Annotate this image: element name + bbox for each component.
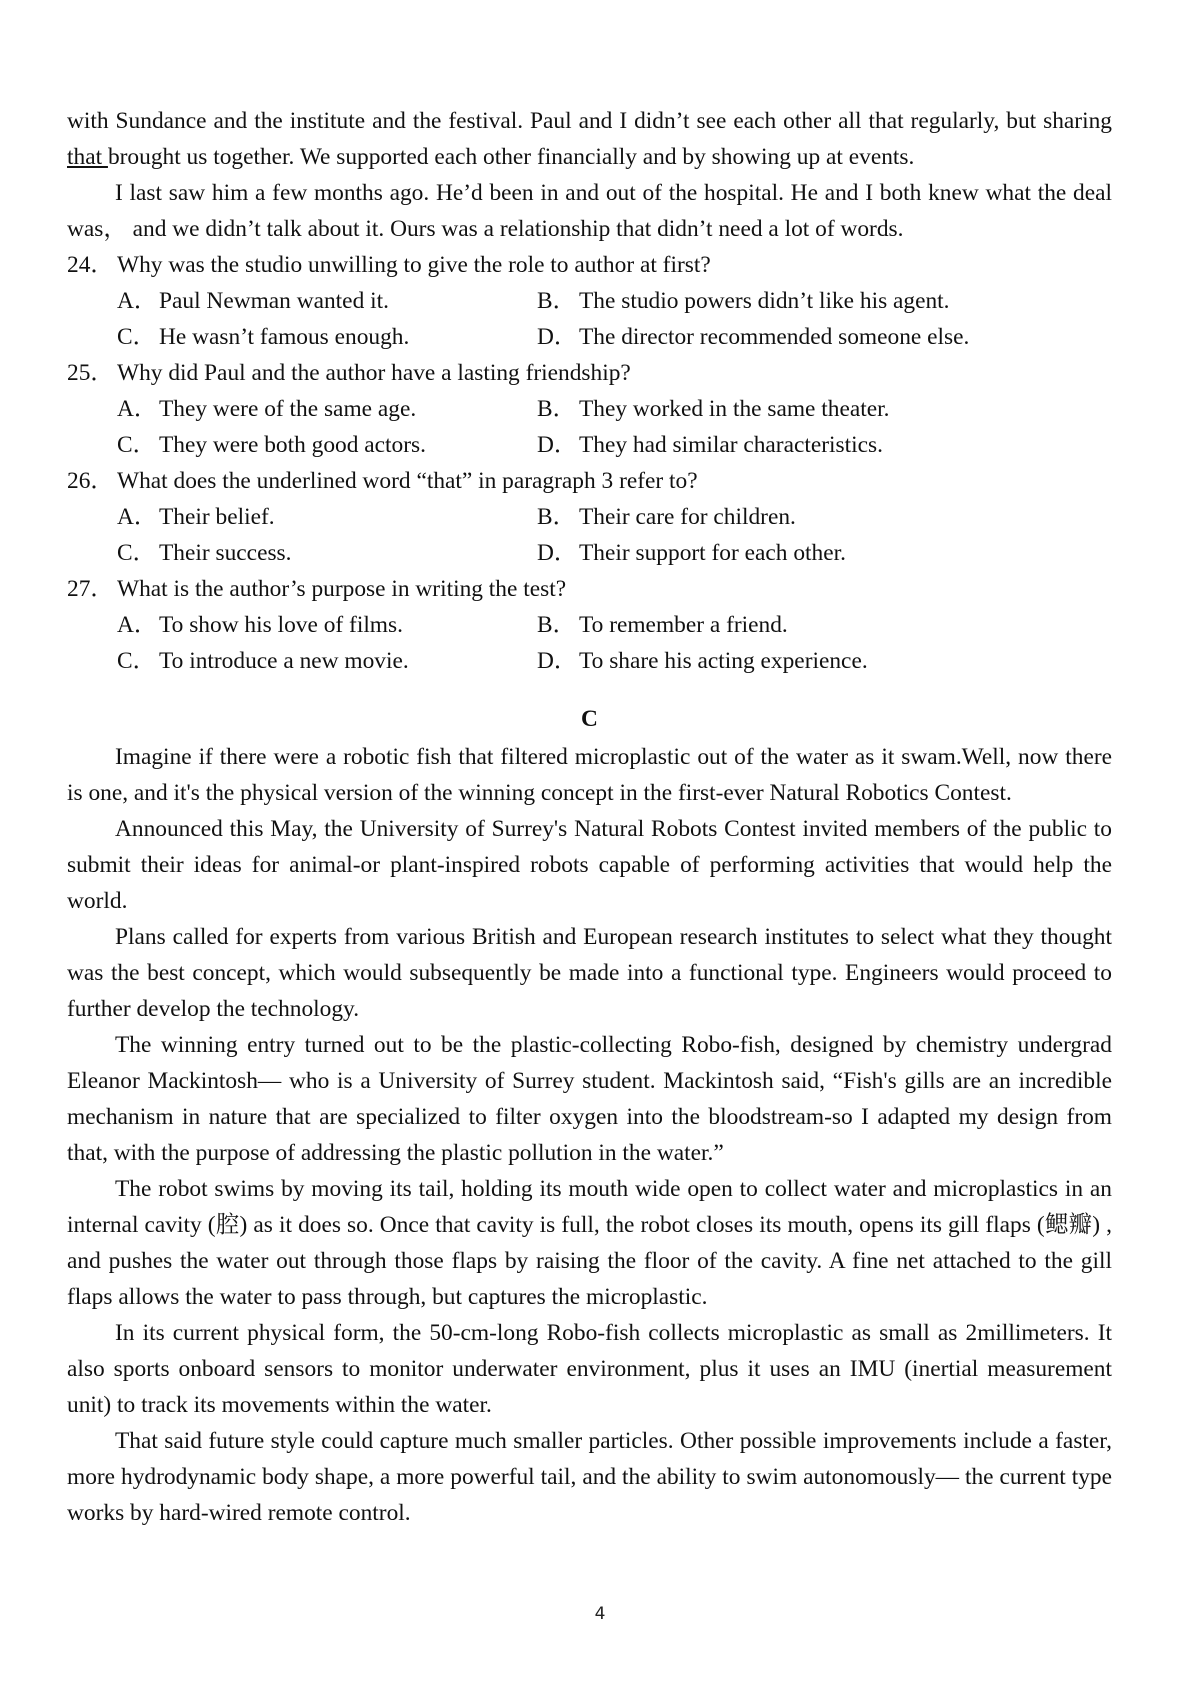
- option-c: C． He wasn’t famous enough.: [117, 324, 410, 350]
- paragraph-b-3: with Sundance and the institute and the festival. Paul and I didn’t see each other all that regularly, but sharing that brought us together. We supported each other financially and by showing up at events.: [67, 108, 1112, 170]
- question-number: 27．: [67, 576, 114, 602]
- page-number: 4: [594, 1604, 606, 1624]
- option-c: C． Their success.: [117, 540, 292, 566]
- paragraph-c-3: Plans called for experts from various British and European research institutes to select what they thought was the best concept, which would subsequently be made into a functional type. Engineers would proceed to further develop the technology.: [67, 924, 1112, 1022]
- option-d: D．Their support for each other.: [537, 540, 846, 566]
- option-a: A．To show his love of films.: [117, 612, 403, 638]
- question-number: 24．: [67, 252, 114, 278]
- question-number: 26．: [67, 468, 114, 494]
- paragraph-c-2: Announced this May, the University of Surrey's Natural Robots Contest invited members of the public to submit their ideas for animal-or plant-inspired robots capable of performing activities that would help the world.: [67, 816, 1112, 914]
- option-b: B． Their care for children.: [537, 504, 796, 530]
- question-text: What does the underlined word “that” in paragraph 3 refer to?: [117, 468, 698, 494]
- option-c: C． To introduce a new movie.: [117, 648, 409, 674]
- paragraph-c-1: Imagine if there were a robotic fish that filtered microplastic out of the water as it swam.Well, now there is one, and it's the physical version of the winning concept in the first-ever Natural Robotics Contest.: [67, 744, 1112, 806]
- question-number: 25．: [67, 360, 114, 386]
- question-27: [67, 571, 1112, 679]
- paragraph-c-6: In its current physical form, the 50-cm-long Robo-fish collects microplastic as small as 2millimeters. It also sports onboard sensors to monitor underwater environment, plus it uses an IMU (inertial measurement unit) to track its movements within the water.: [67, 1320, 1112, 1418]
- question-text: What is the author’s purpose in writing the test?: [117, 576, 567, 602]
- paragraph-c-4: The winning entry turned out to be the plastic-collecting Robo-fish, designed by chemistry undergrad Eleanor Mackintosh— who is a University of Surrey student. Mackintosh said, “Fish's gills are an incredible mechanism in nature that are specialized to filter oxygen into the bloodstream-so I adapted my design from that, with the purpose of addressing the plastic pollution in the water.”: [67, 1032, 1112, 1166]
- document-page: [67, 103, 1112, 1531]
- section-c-title: C: [581, 706, 598, 732]
- paragraph-b-4: I last saw him a few months ago. He’d been in and out of the hospital. He and I both knew what the deal was， and we didn’t talk about it. Ours was a relationship that didn’t need a lot of words.: [67, 180, 1112, 242]
- option-d: D．To share his acting experience.: [537, 648, 868, 674]
- option-b: B． The studio powers didn’t like his agent.: [537, 288, 950, 314]
- question-25: [67, 355, 1112, 463]
- option-a: A．Paul Newman wanted it.: [117, 288, 389, 314]
- underlined-that: that: [67, 144, 108, 170]
- question-text: Why was the studio unwilling to give the role to author at first?: [117, 252, 711, 278]
- option-a: A．Their belief.: [117, 504, 275, 530]
- option-d: D．The director recommended someone else.: [537, 324, 970, 350]
- option-d: D．They had similar characteristics.: [537, 432, 883, 458]
- option-b: B． They worked in the same theater.: [537, 396, 890, 422]
- option-b: B． To remember a friend.: [537, 612, 788, 638]
- option-a: A．They were of the same age.: [117, 396, 417, 422]
- option-c: C． They were both good actors.: [117, 432, 426, 458]
- question-text: Why did Paul and the author have a lasting friendship?: [117, 360, 631, 386]
- question-24: [67, 247, 1112, 355]
- paragraph-c-5: The robot swims by moving its tail, holding its mouth wide open to collect water and microplastics in an internal cavity (腔) as it does so. Once that cavity is full, the robot closes its mouth, opens its gill flaps (鳃瓣) , and pushes the water out through those flaps by raising the floor of the cavity. A fine net attached to the gill flaps allows the water to pass through, but captures the microplastic.: [67, 1176, 1112, 1310]
- question-26: [67, 463, 1112, 571]
- paragraph-c-7: That said future style could capture much smaller particles. Other possible improvements include a faster, more hydrodynamic body shape, a more powerful tail, and the ability to swim autonomously— the current type works by hard-wired remote control.: [67, 1428, 1112, 1526]
